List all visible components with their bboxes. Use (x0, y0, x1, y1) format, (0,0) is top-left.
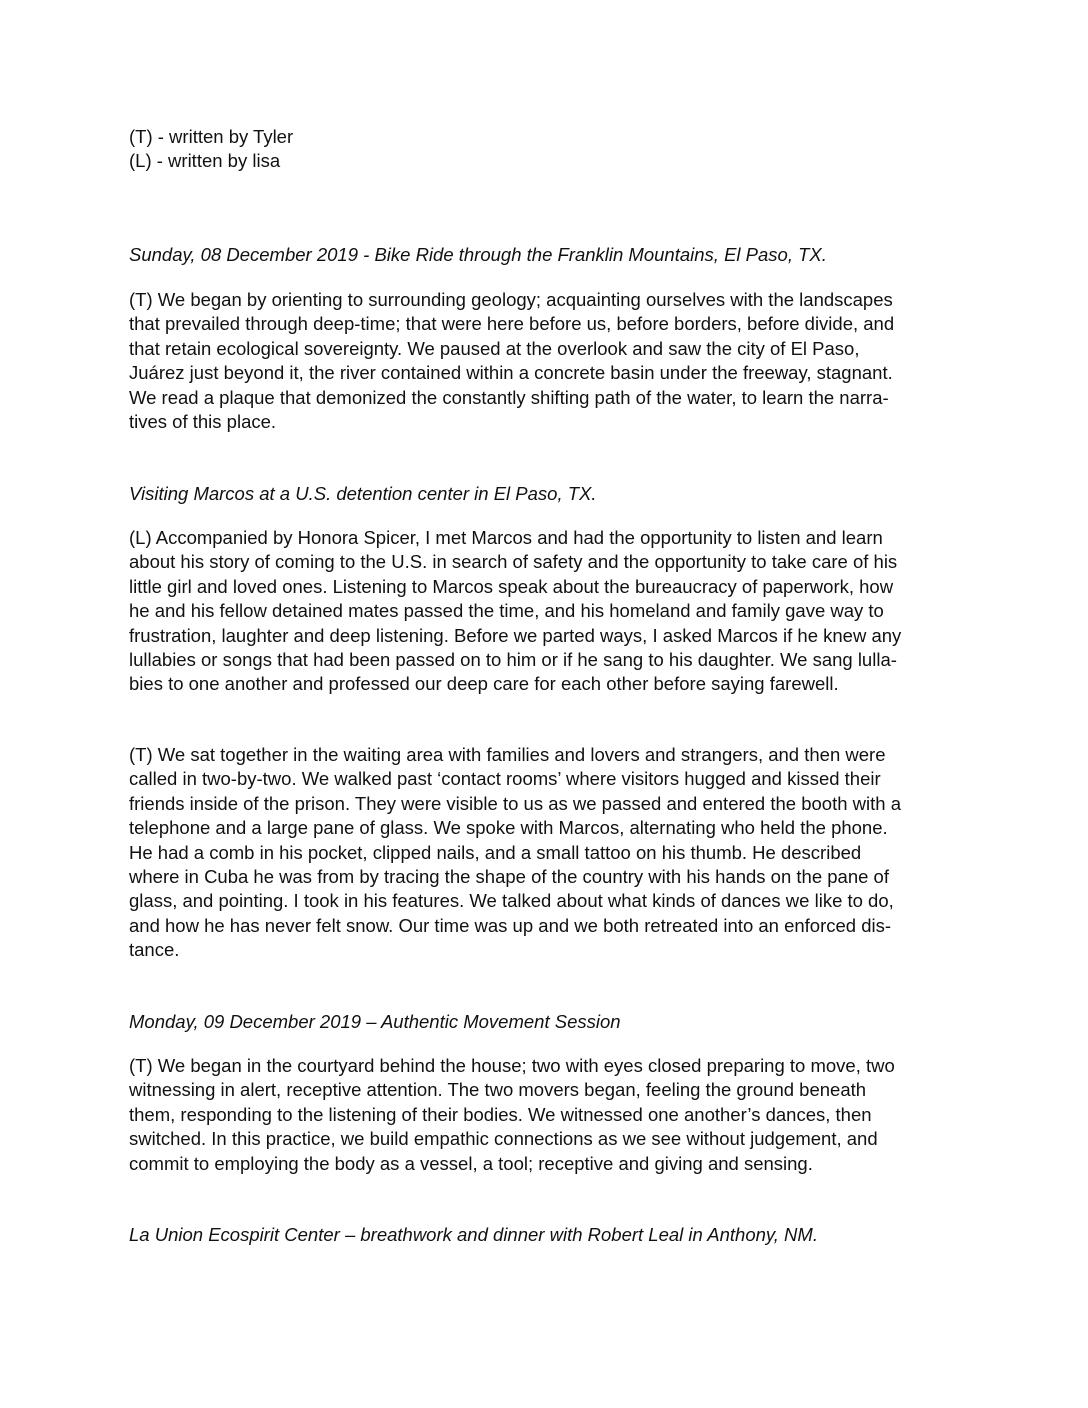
paragraph-line: little girl and loved ones. Listening to Marcos speak about the bureaucracy of paperwork, how (129, 575, 894, 597)
paragraph-line: (L) Accompanied by Honora Spicer, I met Marcos and had the opportunity to listen and learn (129, 527, 883, 548)
paragraph-line: where in Cuba he was from by tracing the shape of the country with his hands on the pane of (129, 866, 889, 888)
paragraph-lisa-visit (129, 526, 959, 697)
paragraph-line: that prevailed through deep-time; that were here before us, before borders, before divide, and (129, 313, 895, 335)
section-heading-authentic-movement: Monday, 09 December 2019 – Authentic Movement Session (129, 1011, 621, 1032)
paragraph-line: switched. In this practice, we build empathic connections as we see without judgement, and (129, 1128, 878, 1150)
paragraph-line: them, responding to the listening of their bodies. We witnessed one another’s dances, then (129, 1103, 872, 1125)
paragraph-line: frustration, laughter and deep listening. Before we parted ways, I asked Marcos if he knew any (129, 624, 902, 646)
paragraph-line: friends inside of the prison. They were visible to us as we passed and entered the booth with a (129, 792, 901, 814)
paragraph-line: Juárez just beyond it, the river contained within a concrete basin under the freeway, stagnant. (129, 362, 893, 384)
section-heading-la-union: La Union Ecospirit Center – breathwork and dinner with Robert Leal in Anthony, NM. (129, 1224, 818, 1245)
legend-line-lisa: (L) - written by lisa (129, 150, 281, 172)
section-heading-bike-ride: Sunday, 08 December 2019 - Bike Ride through the Franklin Mountains, El Paso, TX. (129, 244, 827, 265)
paragraph-line: (T) We sat together in the waiting area with families and lovers and strangers, and then were (129, 744, 886, 765)
section-heading-visiting-marcos: Visiting Marcos at a U.S. detention center in El Paso, TX. (129, 483, 597, 504)
paragraph-line: that retain ecological sovereignty. We paused at the overlook and saw the city of El Paso, (129, 337, 860, 359)
paragraph-line: telephone and a large pane of glass. We spoke with Marcos, alternating who held the phone. (129, 817, 888, 839)
paragraph-line: witnessing in alert, receptive attention. The two movers began, feeling the ground beneath (129, 1079, 867, 1101)
paragraph-tyler-visit (129, 743, 959, 963)
author-legend (129, 125, 959, 174)
paragraph-authentic-movement (129, 1054, 959, 1176)
paragraph-line: commit to employing the body as a vessel, a tool; receptive and giving and sensing. (129, 1152, 813, 1174)
paragraph-line: tives of this place. (129, 411, 277, 433)
paragraph-bike-ride (129, 288, 959, 434)
paragraph-line: bies to one another and professed our deep care for each other before saying farewell. (129, 673, 839, 695)
paragraph-line: (T) We began in the courtyard behind the house; two with eyes closed preparing to move, two (129, 1055, 895, 1076)
paragraph-line: We read a plaque that demonized the constantly shifting path of the water, to learn the narra- (129, 386, 889, 408)
paragraph-line: glass, and pointing. I took in his features. We talked about what kinds of dances we like to do, (129, 890, 894, 912)
paragraph-line: He had a comb in his pocket, clipped nails, and a small tattoo on his thumb. He described (129, 841, 862, 863)
paragraph-line: and how he has never felt snow. Our time was up and we both retreated into an enforced dis- (129, 914, 892, 936)
legend-line-tyler: (T) - written by Tyler (129, 126, 294, 147)
paragraph-line: tance. (129, 939, 180, 961)
paragraph-line: (T) We began by orienting to surrounding geology; acquainting ourselves with the landscapes (129, 289, 893, 310)
paragraph-line: he and his fellow detained mates passed the time, and his homeland and family gave way to (129, 600, 884, 622)
paragraph-line: lullabies or songs that had been passed on to him or if he sang to his daughter. We sang lulla- (129, 649, 897, 671)
paragraph-line: about his story of coming to the U.S. in search of safety and the opportunity to take care of his (129, 551, 898, 573)
paragraph-line: called in two-by-two. We walked past ‘contact rooms’ where visitors hugged and kissed their (129, 768, 881, 790)
